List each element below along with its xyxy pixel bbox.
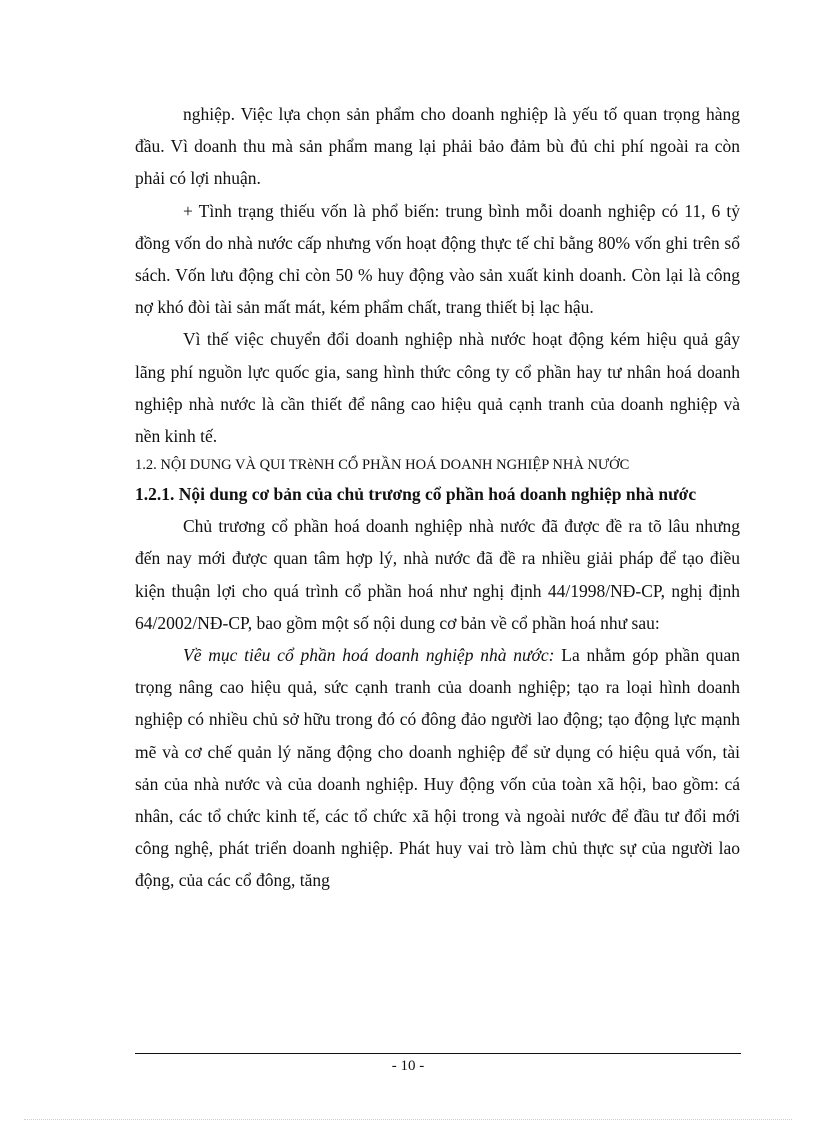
paragraph-policy-intro: Chủ trương cổ phần hoá doanh nghiệp nhà nước đã được đề ra tõ lâu nhưng đến nay mới được quan tâm hợp lý, nhà nước đã đề ra nhiều giải pháp để tạo điều kiện thuận lợi cho quá trình cổ phần hoá như nghị định 44/1998/NĐ-CP, nghị định 64/2002/NĐ-CP, bao gồm một số nội dung cơ bản về cổ phần hoá như sau: (135, 516, 740, 633)
paragraph-conversion-need: Vì thế việc chuyển đổi doanh nghiệp nhà nước hoạt động kém hiệu quả gây lãng phí nguồn lực quốc gia, sang hình thức công ty cổ phần hay tư nhân hoá doanh nghiệp nhà nước là cần thiết để nâng cao hiệu quả cạnh tranh của doanh nghiệp và nền kinh tế. (135, 329, 740, 447)
section-heading: 1.2. NỘI DUNG VÀ QUI TRèNH CỔ PHẦN HOÁ DOANH NGHIỆP NHÀ NƯỚC (135, 457, 630, 474)
page-body (135, 98, 740, 897)
objectives-lead: Về mục tiêu cổ phần hoá doanh nghiệp nhà nước: (183, 645, 555, 666)
subsection-heading: 1.2.1. Nội dung cơ bản của chủ trương cổ phần hoá doanh nghiệp nhà nước (135, 484, 697, 505)
paragraph-capital-shortage: + Tình trạng thiếu vốn là phổ biến: trung bình mỗi doanh nghiệp có 11, 6 tỷ đồng vốn do nhà nước cấp nhưng vốn hoạt động thực tế chỉ bằng 80% vốn ghi trên sổ sách. Vốn lưu động chỉ còn 50 % huy động vào sản xuất kinh doanh. Còn lại là công nợ khó đòi tài sản mất mát, kém phẩm chất, trang thiết bị lạc hậu. (135, 200, 740, 318)
footer-rule (135, 1053, 741, 1054)
paragraph-objectives (135, 639, 740, 897)
objectives-text: La nhằm góp phần quan trọng nâng cao hiệu quả, sức cạnh tranh của doanh nghiệp; tạo ra loại hình doanh nghiệp có nhiều chủ sở hữu trong đó có đông đảo người lao động; tạo động lực mạnh mẽ và cơ chế quản lý năng động cho doanh nghiệp để sử dụng có hiệu quả vốn, tài sản của nhà nước và của doanh nghiệp. Huy động vốn của toàn xã hội, bao gồm: cá nhân, các tổ chức kinh tế, các tổ chức xã hội trong và ngoài nước để đầu tư đổi mới công nghệ, phát triển doanh nghiệp. Phát huy vai trò làm chủ thực sự của người lao động, của các cổ đông, tăng (135, 645, 740, 891)
page-number: - 10 - (391, 1058, 425, 1074)
paragraph-product-choice: nghiệp. Việc lựa chọn sản phẩm cho doanh nghiệp là yếu tố quan trọng hàng đầu. Vì doanh thu mà sản phẩm mang lại phải bảo đảm bù đủ chi phí ngoài ra còn phải có lợi nhuận. (135, 104, 740, 189)
page-edge-dots (24, 1119, 792, 1120)
